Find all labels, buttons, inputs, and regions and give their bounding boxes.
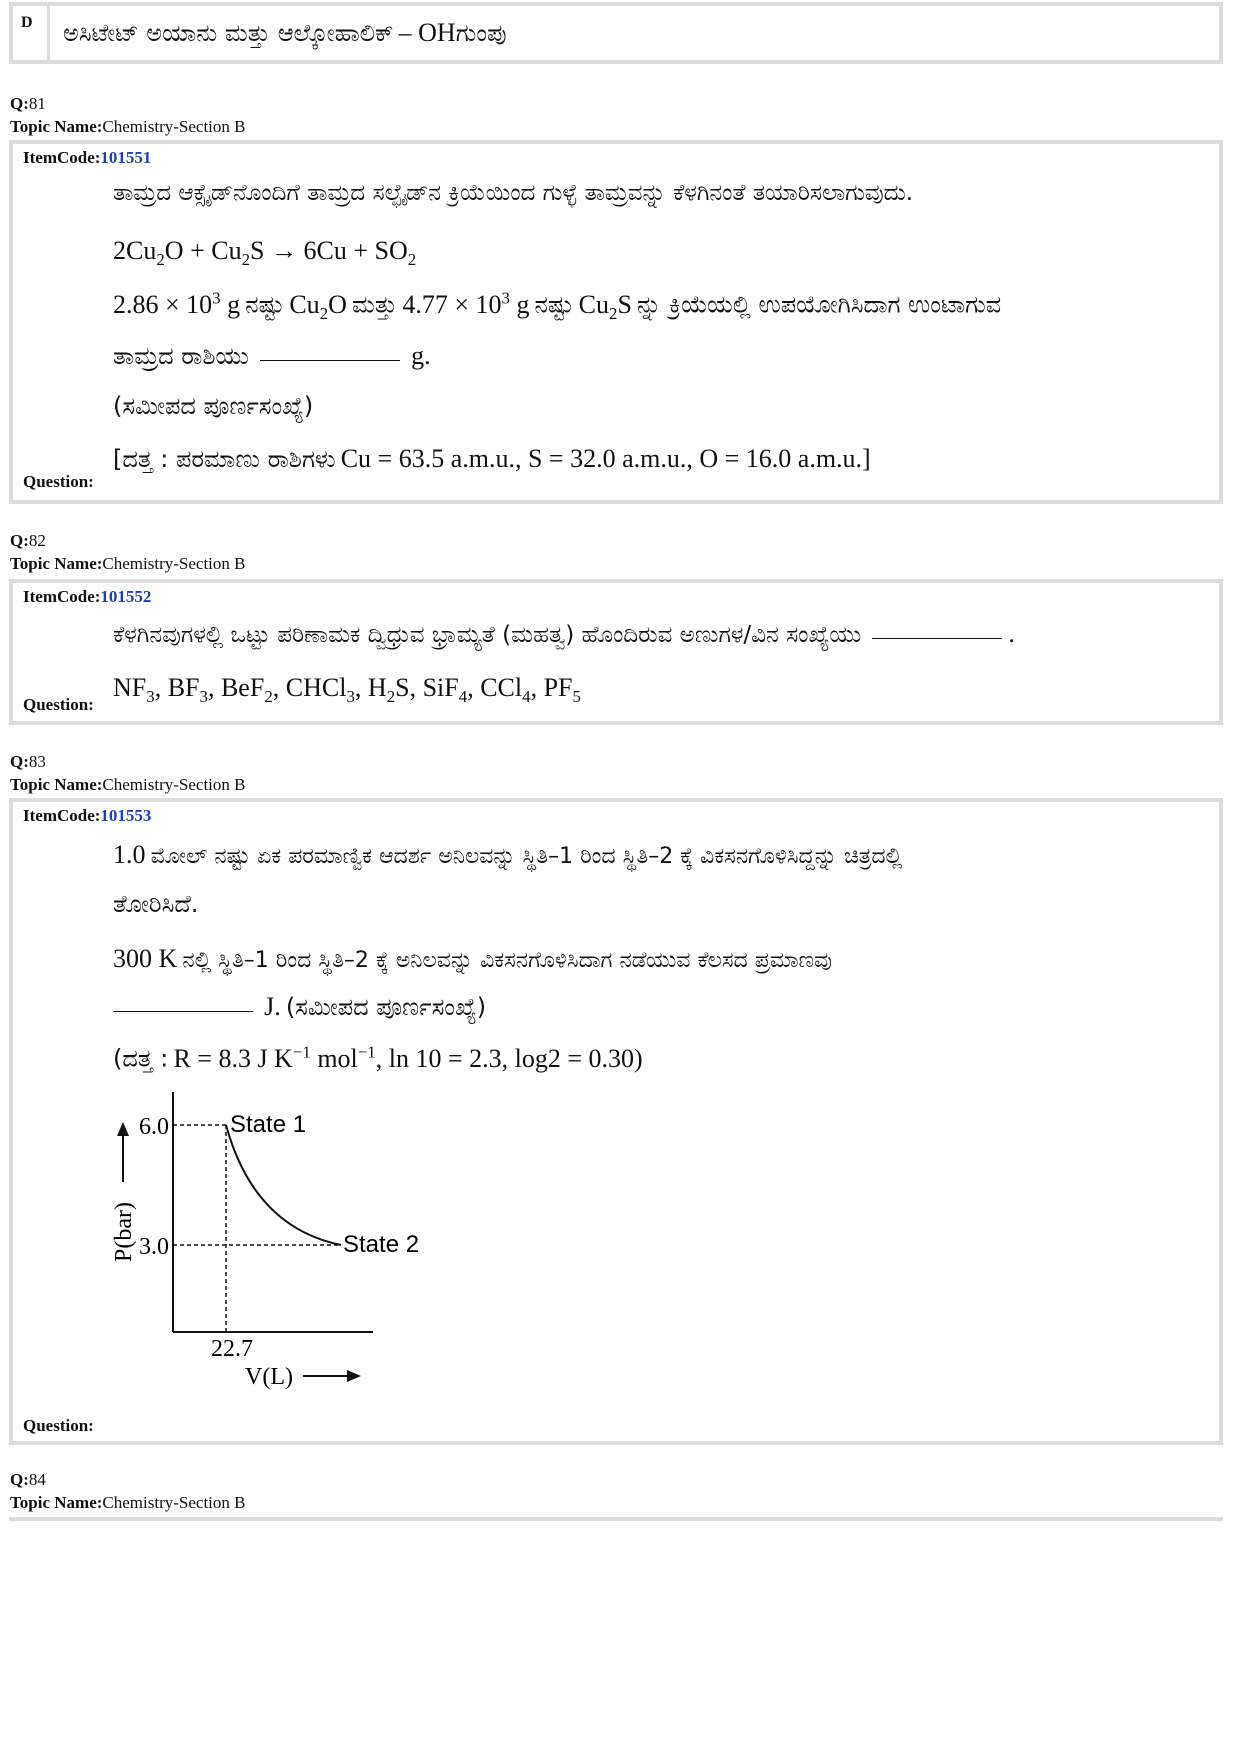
state1-label: State 1 — [230, 1111, 307, 1138]
q81-question-label: Question: — [23, 472, 94, 491]
q81-number-line — [10, 94, 46, 114]
option-d-group: – OH — [398, 18, 456, 47]
option-d-label: D — [21, 14, 33, 31]
q81-blank — [260, 359, 400, 361]
q84-topic-line: Topic Name:Chemistry-Section B — [10, 1493, 246, 1512]
q81-line1: ತಾಮ್ರದ ಆಕ್ಸೈಡ್‌ನೊಂದಿಗೆ ತಾಮ್ರದ ಸಲ್ಫೈಡ್‌ನ ಕ್ರಿಯೆಯಿಂದ ಗುಳ್ಳೆ ತಾಮ್ರವನ್ನು ಕೆಳಗಿನಂತೆ ತಯಾರಿಸಲಾಗುವುದು. — [113, 180, 914, 206]
q81-topic-line — [10, 117, 245, 137]
q84-number-line: Q:84 — [10, 1470, 46, 1489]
q81-number: 81 — [28, 94, 46, 113]
q81-line6: [ದತ್ತ : ಪರಮಾಣು ರಾಶಿಗಳು Cu = 63.5 a.m.u., S = 32.0 a.m.u., O = 16.0 a.m.u.] — [113, 444, 871, 473]
q82-topic: Chemistry-Section B — [102, 554, 246, 573]
q-label: Q: — [10, 94, 29, 113]
q83-number-line: Q:83 — [10, 752, 46, 771]
option-d-tail: ಗುಂಪು — [455, 19, 507, 47]
topic-label: Topic Name: — [10, 117, 103, 136]
q83-line1: 1.0 ಮೋಲ್ ನಷ್ಟು ಏಕ ಪರಮಾಣ್ವಿಕ ಆದರ್ಶ ಅನಿಲವನ್ನು ಸ್ಥಿತಿ–1 ರಿಂದ ಸ್ಥಿತಿ–2 ಕ್ಕೆ ವಿಕಸನಗೊಳಿಸಿದ್ದನ್ನು ಚಿತ್ರದಲ್ಲಿ — [113, 840, 903, 869]
isotherm-curve — [226, 1125, 341, 1245]
y-tick-6: 6.0 — [139, 1114, 169, 1140]
option-d-box — [9, 2, 1223, 64]
q83-itemcode: 101553 — [100, 806, 152, 825]
q83-topic-line: Topic Name:Chemistry-Section B — [10, 775, 246, 794]
q82-blank — [872, 637, 1002, 639]
q84-box-top — [9, 1517, 1223, 1521]
itemcode-label: ItemCode: — [23, 148, 101, 167]
pv-graph — [103, 1092, 463, 1422]
q82-number-line: Q:82 — [10, 531, 46, 550]
x-tick-227: 22.7 — [211, 1336, 253, 1362]
y-tick-3: 3.0 — [139, 1234, 169, 1260]
q82-number: 82 — [28, 531, 46, 550]
q83-blank — [113, 1010, 253, 1012]
q81-line5: (ಸಮೀಪದ ಪೂರ್ಣಸಂಖ್ಯೆ) — [113, 392, 314, 420]
x-arrowhead — [347, 1370, 361, 1382]
q83-box — [9, 798, 1223, 1445]
q81-box — [9, 140, 1223, 504]
q82-itemcode: 101552 — [100, 587, 152, 606]
q82-topic-line: Topic Name:Chemistry-Section B — [10, 554, 246, 573]
y-axis-label: P(bar) — [111, 1202, 137, 1262]
q81-topic: Chemistry-Section B — [102, 117, 246, 136]
x-axis-label: V(L) — [245, 1364, 293, 1390]
q83-line5: (ದತ್ತ : R = 8.3 J $K^{-1}$ mol$^{-1}$, ln 10 = 2.3, log2 = 0.30) — [113, 1042, 643, 1073]
state2-label: State 2 — [343, 1231, 420, 1258]
q82-molecules: $NF_3$, $BF_3$, BeF$_2$, CHCl$_3$, $H_2S$, SiF$_4$, CCl$_4$, $PF_5$ — [113, 673, 581, 707]
q82-itemcode-line: ItemCode:101552 — [23, 587, 152, 606]
q81-line4: ತಾಮ್ರದ ರಾಶಿಯು g. — [113, 341, 431, 370]
q81-equation: $2Cu_2O + Cu_2S \to 6Cu + SO_2$ — [113, 236, 417, 270]
q84-topic: Chemistry-Section B — [102, 1493, 246, 1512]
q83-itemcode-line: ItemCode:101553 — [23, 806, 152, 825]
option-d-text — [63, 18, 507, 48]
q83-line3: 300 K ನಲ್ಲಿ ಸ್ಥಿತಿ–1 ರಿಂದ ಸ್ಥಿತಿ–2 ಕ್ಕೆ ಅನಿಲವನ್ನು ವಿಕಸನಗೊಳಿಸಿದಾಗ ನಡೆಯುವ ಕೆಲಸದ ಪ್ರಮಾಣವು — [113, 944, 833, 973]
q83-topic: Chemistry-Section B — [102, 775, 246, 794]
option-d-divider — [47, 6, 50, 60]
q81-itemcode: 101551 — [100, 148, 152, 167]
q82-question-label: Question: — [23, 695, 94, 714]
q84-number: 84 — [28, 1470, 46, 1489]
y-arrowhead — [117, 1122, 129, 1136]
q83-line4: J. (ಸಮೀಪದ ಪೂರ್ಣಸಂಖ್ಯೆ) — [113, 992, 486, 1022]
q81-itemcode-line — [23, 148, 151, 168]
q82-box — [9, 579, 1223, 725]
q82-line1: ಕೆಳಗಿನವುಗಳಲ್ಲಿ ಒಟ್ಟು ಪರಿಣಾಮಕ ದ್ವಿಧ್ರುವ ಭ್ರಾಮ್ಯತೆ (ಮಹತ್ವ) ಹೊಂದಿರುವ ಅಣುಗಳ/ವಿನ ಸಂಖ್ಯೆಯು . — [113, 619, 1015, 648]
q83-question-label: Question: — [23, 1416, 94, 1435]
option-d-kn: ಅಸಿಟೇಟ್ ಅಯಾನು ಮತ್ತು ಆಲ್ಕೋಹಾಲಿಕ್ — [63, 19, 394, 47]
q83-number: 83 — [28, 752, 46, 771]
q83-line2: ತೋರಿಸಿದೆ. — [113, 890, 199, 918]
q81-line3: $2.86 \times 10^3$ g ನಷ್ಟು $Cu_2O$ ಮತ್ತು $4.77 \times 10^3$ g ನಷ್ಟು $Cu_2S$ ನ್ನು ಕ್ರಿಯೆಯಲ್ಲಿ ಉಪಯೋಗಿಸಿದಾಗ ಉಂಟಾಗುವ — [113, 288, 1002, 323]
